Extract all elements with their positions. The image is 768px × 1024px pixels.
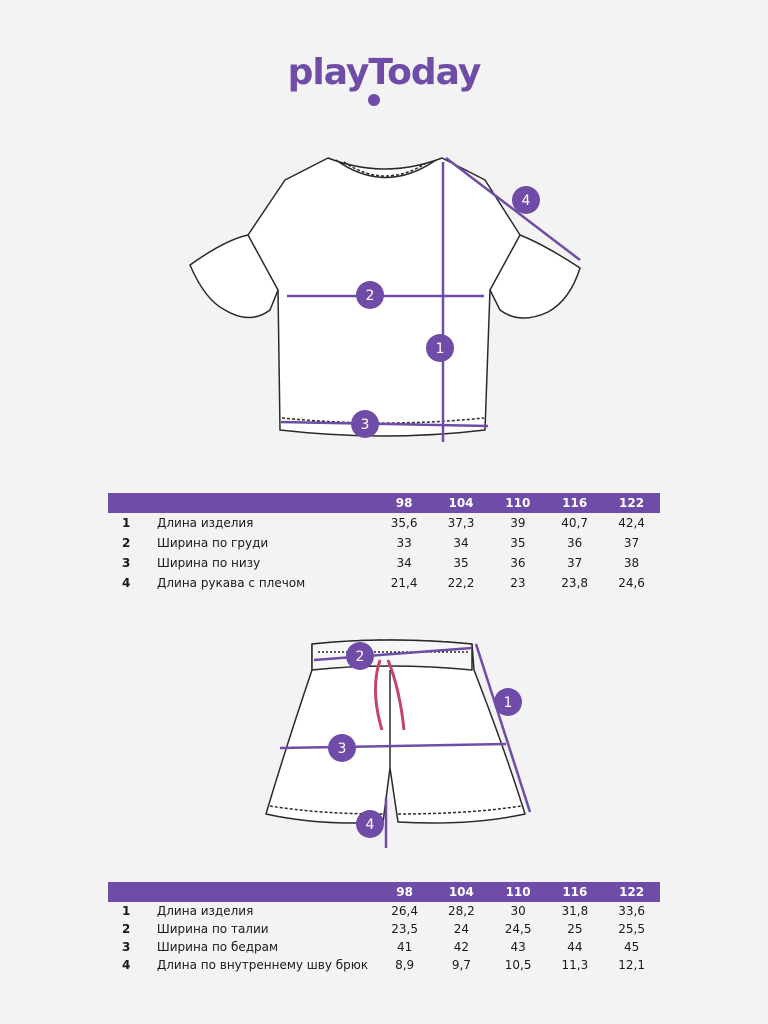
table-row: 1 Длина изделия 35,6 37,3 39 40,7 42,4 bbox=[122, 516, 645, 530]
size-header: 98 bbox=[395, 496, 413, 510]
shirt-marker-2-label: 2 bbox=[365, 288, 375, 304]
size-header: 104 bbox=[448, 496, 474, 510]
shorts-marker-3-label: 3 bbox=[337, 741, 347, 757]
size-header: 110 bbox=[505, 496, 531, 510]
table-row: 4 Длина рукава с плечом 21,4 22,2 23 23,8 24,6 bbox=[122, 576, 645, 590]
shirt-marker-1-label: 1 bbox=[435, 341, 445, 357]
size-header: 98 bbox=[396, 885, 413, 899]
shirt-size-table bbox=[108, 493, 660, 593]
size-header: 116 bbox=[562, 496, 588, 510]
table-row: 3 Ширина по бедрам 41 42 43 44 45 bbox=[122, 940, 640, 954]
size-header: 110 bbox=[505, 885, 531, 899]
size-header: 104 bbox=[448, 885, 474, 899]
table-row: 4 Длина по внутреннему шву брюк 8,9 9,7 10,5 11,3 12,1 bbox=[122, 958, 645, 972]
table-row: 2 Ширина по груди 33 34 35 36 37 bbox=[122, 536, 640, 550]
shirt-marker-4-label: 4 bbox=[521, 193, 531, 209]
table-row: 2 Ширина по талии 23,5 24 24,5 25 25,5 bbox=[122, 922, 645, 936]
shorts-marker-1-label: 1 bbox=[503, 695, 513, 711]
shorts-size-table bbox=[108, 882, 660, 974]
brand-logo-image bbox=[284, 50, 484, 110]
table-row: 1 Длина изделия 26,4 28,2 30 31,8 33,6 bbox=[122, 904, 645, 918]
size-header: 122 bbox=[619, 496, 645, 510]
brand-logo bbox=[284, 50, 484, 110]
svg-text:playToday: playToday bbox=[287, 52, 481, 93]
shorts-illustration bbox=[0, 630, 768, 850]
table-header-row bbox=[108, 882, 660, 902]
table-header-row bbox=[108, 493, 660, 513]
shorts-marker-2-label: 2 bbox=[355, 649, 365, 665]
shorts-marker-4-label: 4 bbox=[365, 817, 375, 833]
table-row: 3 Ширина по низу 34 35 36 37 38 bbox=[122, 556, 640, 570]
shirt-marker-3-label: 3 bbox=[360, 417, 370, 433]
shirt-illustration bbox=[0, 150, 768, 450]
size-header: 116 bbox=[562, 885, 588, 899]
size-header: 122 bbox=[619, 885, 645, 899]
